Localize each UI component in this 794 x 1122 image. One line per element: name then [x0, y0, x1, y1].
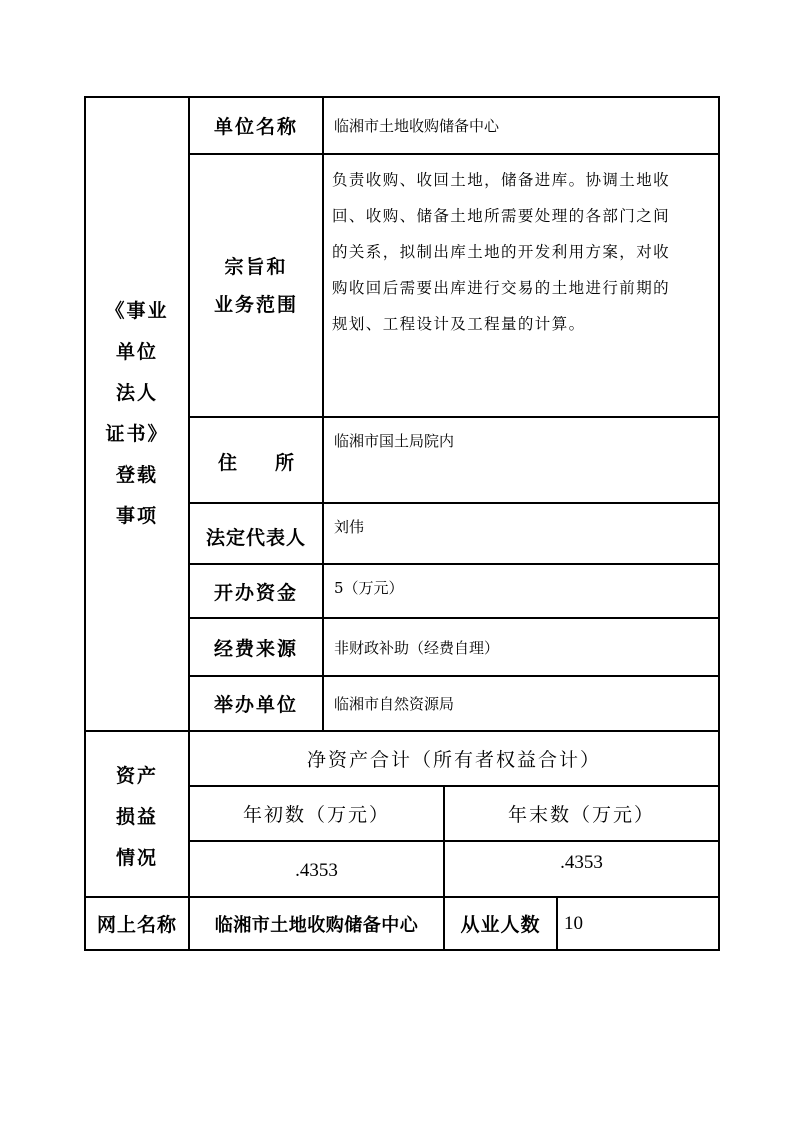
employees-value: 10: [564, 912, 583, 934]
legal-rep-label: 法定代表人: [205, 526, 306, 549]
purpose-line: 负责收购、收回土地，储备进库。协调土地收: [332, 171, 671, 189]
assets-section-label: 资产 损益 情况: [115, 764, 158, 869]
unit-name-value: 临湘市土地收购储备中心: [334, 117, 500, 135]
sponsor-label: 举办单位: [213, 694, 298, 716]
employees-label: 从业人数: [460, 914, 541, 936]
funding-source-value: 非财政补助（经费自理）: [334, 638, 500, 657]
online-name-label: 网上名称: [96, 914, 177, 936]
address-value: 临湘市国土局院内: [334, 431, 455, 450]
row-divider: [188, 153, 720, 155]
year-begin-label: 年初数（万元）: [242, 804, 390, 826]
purpose-line: 规划、工程设计及工程量的计算。: [332, 315, 586, 333]
row-divider: [188, 416, 720, 418]
purpose-text: [332, 162, 712, 342]
capital-value: 5（万元）: [334, 578, 404, 597]
registration-table: [84, 96, 720, 951]
online-name-value: 临湘市土地收购储备中心: [214, 914, 419, 936]
address-label: 住 所: [218, 451, 296, 474]
funding-source-label: 经费来源: [213, 637, 298, 660]
capital-label: 开办资金: [213, 581, 298, 604]
legal-rep-value: 刘伟: [334, 517, 365, 536]
purpose-line: 的关系，拟制出库土地的开发利用方案，对收: [332, 243, 671, 261]
table-border-bottom: [84, 949, 720, 951]
year-end-label: 年末数（万元）: [507, 804, 655, 826]
purpose-line: 回、收购、储备土地所需要处理的各部门之间: [332, 207, 671, 225]
net-assets-header: 净资产合计（所有者权益合计）: [306, 749, 601, 771]
registration-section-label: 《事业 单位 法人 证书》 登载 事项: [105, 300, 169, 527]
year-end-value: .4353: [560, 852, 603, 873]
purpose-label: 宗旨和 业务范围: [213, 256, 298, 316]
sponsor-value: 临湘市自然资源局: [334, 695, 455, 713]
year-begin-value: .4353: [295, 860, 338, 881]
purpose-line: 购收回后需要出库进行交易的土地进行前期的: [332, 279, 671, 297]
row-divider: [188, 502, 720, 504]
table-border-right: [718, 96, 720, 951]
unit-name-label: 单位名称: [213, 116, 298, 138]
